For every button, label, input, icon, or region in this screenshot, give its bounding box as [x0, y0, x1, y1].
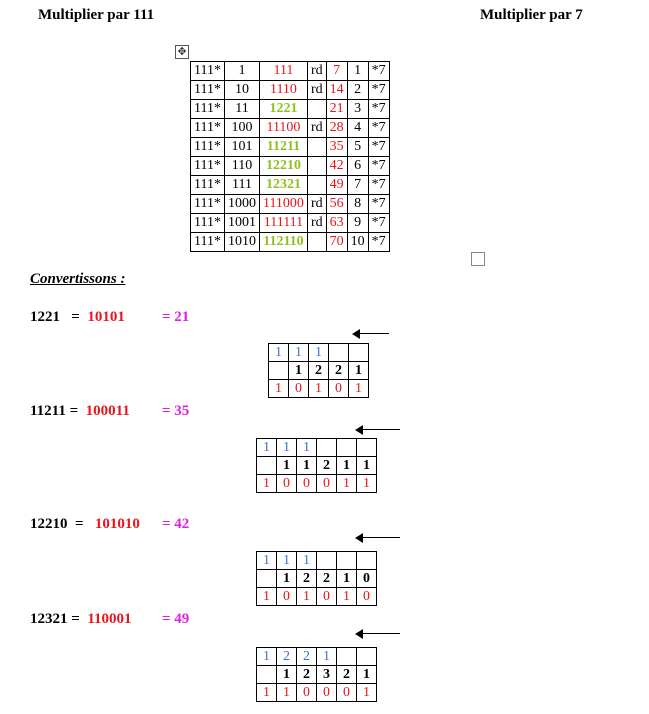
multiplier-cell: 111*: [191, 214, 225, 233]
times7-label-cell: *7: [368, 195, 389, 214]
grid-cell: 2: [309, 362, 329, 380]
table-row: [191, 233, 390, 252]
times7-result-cell: 49: [326, 176, 347, 195]
grid-cell: 1: [277, 684, 297, 702]
product-cell: 111: [259, 62, 307, 81]
product-cell: 112110: [259, 233, 307, 252]
grid-cell: 2: [317, 570, 337, 588]
factor-cell: 1010: [224, 233, 259, 252]
grid-cell: 0: [289, 380, 309, 398]
times7-label-cell: *7: [368, 176, 389, 195]
times7-label-cell: *7: [368, 138, 389, 157]
index-cell: 4: [347, 119, 368, 138]
equals-sign: =: [69, 403, 79, 419]
carry-row: [257, 439, 377, 457]
equals-sign: =: [75, 516, 84, 532]
grid-cell: 1: [349, 380, 369, 398]
times7-label-cell: *7: [368, 62, 389, 81]
grid-cell: 1: [317, 648, 337, 666]
table-row: [191, 157, 390, 176]
conversion-line-1: [30, 309, 125, 326]
multiplier-cell: 111*: [191, 176, 225, 195]
product-cell: 111111: [259, 214, 307, 233]
grid-cell: 3: [317, 666, 337, 684]
grid-cell: 0: [317, 588, 337, 606]
grid-cell: 2: [277, 648, 297, 666]
grid-cell: 1: [277, 457, 297, 475]
grid-cell: 1: [277, 439, 297, 457]
grid-cell: 1: [289, 344, 309, 362]
index-cell: 7: [347, 176, 368, 195]
resize-square-icon[interactable]: [471, 252, 485, 266]
multiplier-cell: 111*: [191, 157, 225, 176]
rd-cell: rd: [307, 195, 326, 214]
factor-cell: 100: [224, 119, 259, 138]
left-arrow-icon: [355, 629, 400, 639]
grid-cell: 0: [317, 475, 337, 493]
decimal-value: = 49: [162, 611, 190, 627]
grid-cell: 1: [269, 344, 289, 362]
conversion-grid-4: [256, 647, 377, 702]
source-number: 12210: [30, 516, 68, 532]
grid-cell: 2: [329, 362, 349, 380]
grid-cell: 1: [257, 439, 277, 457]
digits-row: [269, 362, 369, 380]
result-row: [257, 475, 377, 493]
multiplier-cell: 111*: [191, 195, 225, 214]
grid-cell: [257, 570, 277, 588]
grid-cell: 1: [277, 552, 297, 570]
source-number: 12321: [30, 611, 68, 627]
grid-cell: 0: [329, 380, 349, 398]
move-cross-icon[interactable]: ✥: [175, 45, 189, 59]
decimal-value: = 42: [162, 516, 190, 532]
times7-result-cell: 7: [326, 62, 347, 81]
factor-cell: 111: [224, 176, 259, 195]
product-cell: 111000: [259, 195, 307, 214]
conversion-grid-1: [268, 343, 369, 398]
index-cell: 3: [347, 100, 368, 119]
grid-cell: 1: [257, 552, 277, 570]
times7-result-cell: 21: [326, 100, 347, 119]
grid-cell: 2: [297, 648, 317, 666]
carry-row: [269, 344, 369, 362]
times7-result-cell: 28: [326, 119, 347, 138]
grid-cell: [357, 648, 377, 666]
table-row: [191, 176, 390, 195]
times7-label-cell: *7: [368, 233, 389, 252]
multiplication-table: [190, 61, 390, 252]
decimal-value: = 35: [162, 403, 190, 419]
grid-cell: 1: [297, 439, 317, 457]
index-cell: 9: [347, 214, 368, 233]
multiplier-cell: 111*: [191, 100, 225, 119]
grid-cell: 1: [269, 380, 289, 398]
source-number: 1221: [30, 309, 60, 325]
grid-cell: 2: [317, 457, 337, 475]
rd-cell: rd: [307, 81, 326, 100]
rd-cell: [307, 100, 326, 119]
factor-cell: 101: [224, 138, 259, 157]
binary-value: 100011: [85, 403, 130, 419]
grid-cell: 1: [309, 344, 329, 362]
grid-cell: 0: [357, 588, 377, 606]
table-row: [191, 100, 390, 119]
grid-cell: 1: [337, 588, 357, 606]
factor-cell: 11: [224, 100, 259, 119]
factor-cell: 1: [224, 62, 259, 81]
left-arrow-icon: [355, 425, 400, 435]
grid-cell: 2: [297, 570, 317, 588]
grid-cell: [357, 439, 377, 457]
grid-cell: [317, 552, 337, 570]
grid-cell: [329, 344, 349, 362]
grid-cell: 0: [357, 570, 377, 588]
grid-cell: 1: [349, 362, 369, 380]
multiplier-cell: 111*: [191, 62, 225, 81]
grid-cell: [337, 648, 357, 666]
conversion-grid-3: [256, 551, 377, 606]
grid-cell: 0: [297, 684, 317, 702]
rd-cell: [307, 176, 326, 195]
rd-cell: rd: [307, 119, 326, 138]
grid-cell: [337, 552, 357, 570]
grid-cell: 1: [357, 666, 377, 684]
carry-row: [257, 648, 377, 666]
grid-cell: 1: [297, 588, 317, 606]
times7-result-cell: 70: [326, 233, 347, 252]
times7-label-cell: *7: [368, 100, 389, 119]
grid-cell: 0: [277, 475, 297, 493]
rd-cell: [307, 157, 326, 176]
grid-cell: 0: [337, 684, 357, 702]
digits-row: [257, 570, 377, 588]
grid-cell: [257, 457, 277, 475]
grid-cell: 1: [257, 648, 277, 666]
binary-value: 110001: [87, 611, 132, 627]
conversion-line-2: [30, 403, 130, 420]
grid-cell: 0: [277, 588, 297, 606]
left-arrow-icon: [355, 533, 400, 543]
grid-cell: 1: [357, 475, 377, 493]
multiplier-cell: 111*: [191, 138, 225, 157]
table-row: [191, 195, 390, 214]
grid-cell: [349, 344, 369, 362]
grid-cell: 1: [277, 666, 297, 684]
times7-label-cell: *7: [368, 81, 389, 100]
multiplier-cell: 111*: [191, 119, 225, 138]
grid-cell: 1: [257, 588, 277, 606]
binary-value: 101010: [94, 516, 140, 532]
left-arrow-icon: [352, 329, 389, 339]
times7-result-cell: 63: [326, 214, 347, 233]
product-cell: 1221: [259, 100, 307, 119]
grid-cell: 1: [297, 457, 317, 475]
factor-cell: 1000: [224, 195, 259, 214]
conversion-grid-2: [256, 438, 377, 493]
multiplier-cell: 111*: [191, 233, 225, 252]
grid-cell: 0: [317, 684, 337, 702]
rd-cell: [307, 233, 326, 252]
times7-label-cell: *7: [368, 119, 389, 138]
equals-sign: =: [71, 611, 80, 627]
grid-cell: 2: [297, 666, 317, 684]
product-cell: 12321: [259, 176, 307, 195]
conversions-title: Convertissons :: [30, 271, 126, 287]
binary-value: 10101: [87, 309, 125, 325]
grid-cell: 1: [357, 457, 377, 475]
factor-cell: 110: [224, 157, 259, 176]
grid-cell: 1: [289, 362, 309, 380]
decimal-value: = 21: [162, 309, 190, 325]
rd-cell: [307, 138, 326, 157]
index-cell: 5: [347, 138, 368, 157]
index-cell: 2: [347, 81, 368, 100]
index-cell: 8: [347, 195, 368, 214]
product-cell: 12210: [259, 157, 307, 176]
grid-cell: [257, 666, 277, 684]
index-cell: 1: [347, 62, 368, 81]
index-cell: 10: [347, 233, 368, 252]
grid-cell: 1: [297, 552, 317, 570]
times7-label-cell: *7: [368, 214, 389, 233]
result-row: [269, 380, 369, 398]
grid-cell: [357, 552, 377, 570]
times7-result-cell: 14: [326, 81, 347, 100]
grid-cell: 1: [277, 570, 297, 588]
table-row: [191, 62, 390, 81]
right-title: Multiplier par 7: [480, 7, 583, 23]
times7-label-cell: *7: [368, 157, 389, 176]
grid-cell: 1: [309, 380, 329, 398]
left-title: Multiplier par 111: [38, 7, 155, 23]
index-cell: 6: [347, 157, 368, 176]
grid-cell: 1: [357, 684, 377, 702]
conversion-line-4: [30, 611, 132, 628]
times7-result-cell: 42: [326, 157, 347, 176]
table-row: [191, 138, 390, 157]
table-row: [191, 81, 390, 100]
table-row: [191, 119, 390, 138]
grid-cell: [269, 362, 289, 380]
grid-cell: 1: [337, 475, 357, 493]
table-row: [191, 214, 390, 233]
digits-row: [257, 457, 377, 475]
result-row: [257, 684, 377, 702]
product-cell: 11211: [259, 138, 307, 157]
grid-cell: 1: [257, 684, 277, 702]
multiplier-cell: 111*: [191, 81, 225, 100]
factor-cell: 1001: [224, 214, 259, 233]
result-row: [257, 588, 377, 606]
equals-sign: =: [71, 309, 80, 325]
times7-result-cell: 35: [326, 138, 347, 157]
digits-row: [257, 666, 377, 684]
product-cell: 1110: [259, 81, 307, 100]
grid-cell: 1: [257, 475, 277, 493]
rd-cell: rd: [307, 62, 326, 81]
grid-cell: [317, 439, 337, 457]
rd-cell: rd: [307, 214, 326, 233]
grid-cell: [337, 439, 357, 457]
source-number: 11211: [30, 403, 66, 419]
grid-cell: 2: [337, 666, 357, 684]
grid-cell: 0: [297, 475, 317, 493]
carry-row: [257, 552, 377, 570]
conversion-line-3: [30, 516, 140, 533]
times7-result-cell: 56: [326, 195, 347, 214]
product-cell: 11100: [259, 119, 307, 138]
grid-cell: 1: [337, 570, 357, 588]
factor-cell: 10: [224, 81, 259, 100]
grid-cell: 1: [337, 457, 357, 475]
